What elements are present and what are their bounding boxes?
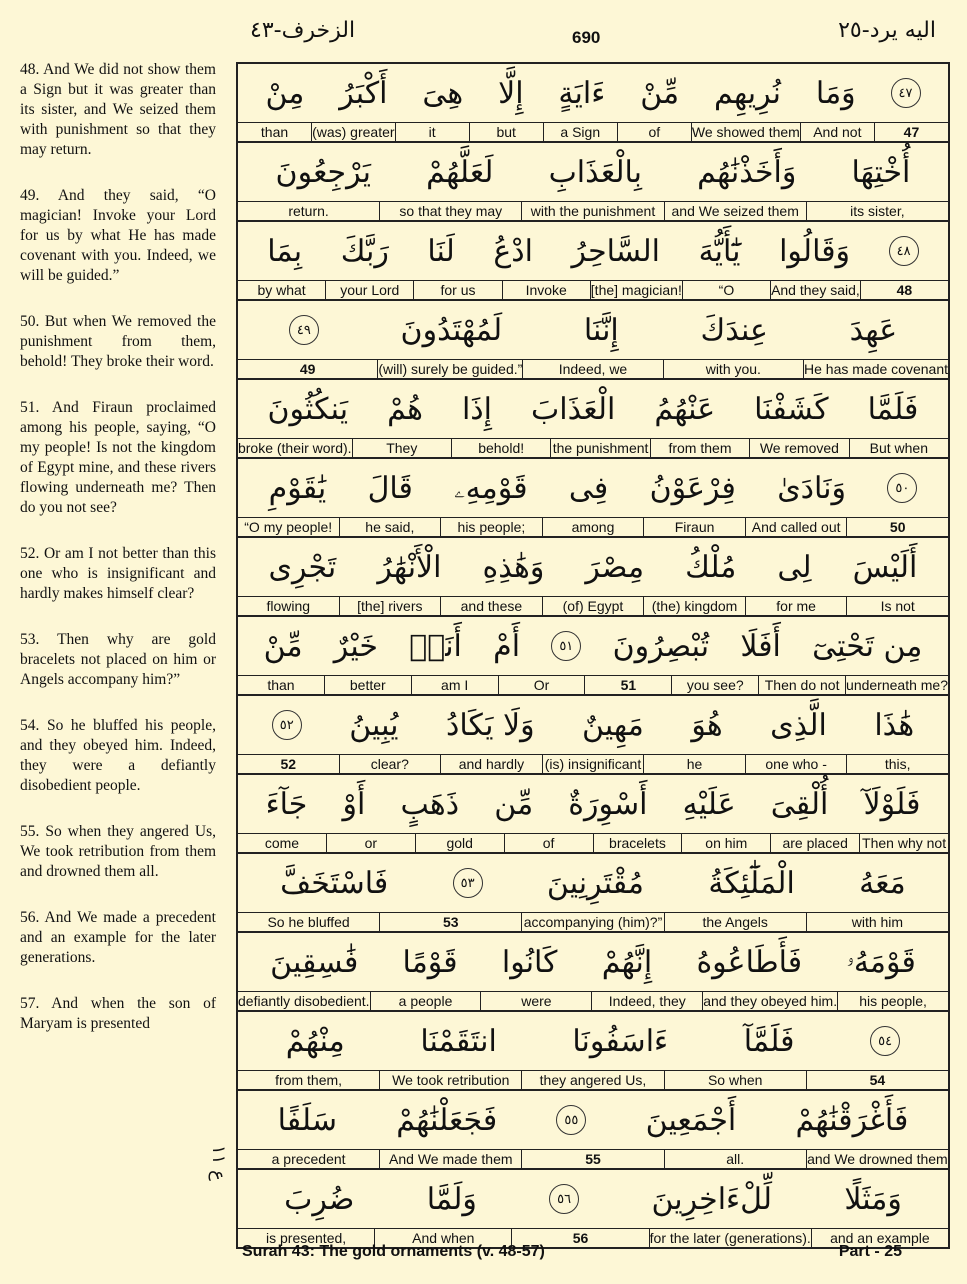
arabic-word: أُلْقِىَ: [770, 786, 829, 822]
gloss-cell: on him: [681, 834, 770, 852]
translation-verse: 56. And We made a precedent and an example for the later generations.: [20, 909, 216, 966]
english-gloss-line: [238, 991, 948, 1010]
arabic-word: هُمْ: [387, 391, 423, 427]
gloss-cell: We showed them: [691, 124, 800, 140]
gloss-cell: his people;: [440, 518, 542, 536]
gloss-cell: behold!: [451, 439, 550, 457]
arabic-word: مُقْتَرِنِينَ: [546, 865, 644, 901]
translation-column: [20, 60, 216, 1034]
arabic-word: فَجَعَلْنَٰهُمْ: [396, 1102, 498, 1138]
verse-number: 48: [860, 281, 948, 299]
translation-verse: 53. Then why are gold bracelets not placed on him or Angels accompany him?”: [20, 631, 216, 688]
verse-number: 56: [511, 1229, 648, 1247]
gloss-cell: And they said,: [771, 282, 860, 298]
arabic-word: أَفَلَا: [740, 628, 781, 664]
gloss-cell: by what: [257, 282, 306, 298]
arabic-word: وَنَادَىٰ: [777, 470, 847, 506]
verse-marker: ٤٧: [891, 78, 921, 108]
verse-marker: ٥٢: [272, 710, 302, 740]
gloss-cell: (the) kingdom: [643, 597, 745, 615]
arabic-word: فَلَمَّا: [867, 391, 919, 427]
verse-row: [238, 380, 948, 459]
gloss-cell: his people,: [837, 992, 948, 1010]
gloss-cell: am I: [411, 676, 498, 694]
english-gloss-line: [238, 833, 948, 852]
gloss-cell: (was) greater: [312, 124, 395, 140]
gloss-cell: Invoke: [502, 281, 590, 299]
gloss-cell: accompanying (him)?”: [521, 913, 663, 931]
arabic-word: نُرِيهِم: [713, 75, 782, 111]
gloss-cell: And not: [800, 123, 874, 141]
english-gloss-line: [238, 675, 948, 694]
english-gloss-line: [238, 201, 948, 220]
gloss-cell: for the later (generations).: [649, 1230, 811, 1246]
gloss-cell: so that they may: [379, 202, 521, 220]
gloss-cell: flowing: [266, 598, 311, 614]
arabic-word: مِّن: [494, 786, 534, 822]
arabic-word: مِّنْ: [263, 628, 303, 664]
arabic-word: يُبِينُ: [349, 707, 399, 743]
arabic-word: انتَقَمْنَا: [420, 1023, 497, 1059]
gloss-cell: (of) Egypt: [542, 597, 644, 615]
gloss-cell: and an example: [811, 1229, 948, 1247]
translation-verse: 49. And they said, “O magician! Invoke your Lord for us by what He has made covenant with you. Indeed, we will be guided.”: [20, 187, 216, 284]
gloss-cell: bracelets: [593, 834, 682, 852]
gloss-cell: your Lord: [325, 281, 413, 299]
gloss-cell: but: [469, 123, 543, 141]
arabic-word: مِصْرَ: [585, 549, 645, 585]
gloss-cell: from them,: [275, 1072, 343, 1088]
arabic-word: مِن تَحْتِىٓ: [812, 628, 923, 664]
gloss-cell: the Angels: [664, 913, 806, 931]
arabic-word: كَشَفْنَا: [754, 391, 829, 427]
arabic-word: يَرْجِعُونَ: [275, 154, 371, 190]
arabic-word: وَلَمَّا: [426, 1181, 477, 1217]
verse-row: [238, 1091, 948, 1170]
arabic-word: إِلَّا: [498, 75, 524, 111]
verse-marker: ٥٥: [556, 1105, 586, 1135]
page-header: [236, 18, 948, 58]
gloss-cell: And We made them: [379, 1150, 521, 1168]
gloss-cell: But when: [849, 439, 948, 457]
arabic-word: لِّلْءَاخِرِينَ: [651, 1181, 773, 1217]
verse-number: 47: [874, 123, 948, 141]
verse-number: 49: [299, 361, 316, 377]
arabic-line: [238, 933, 948, 991]
arabic-word: فَأَغْرَقْنَٰهُمْ: [795, 1102, 909, 1138]
arabic-word: لِى: [777, 549, 812, 585]
arabic-word: إِذَا: [461, 391, 492, 427]
arabic-word: أَمْ: [493, 628, 521, 664]
verse-number: 52: [280, 756, 297, 772]
arabic-line: [238, 459, 948, 517]
arabic-word: يَٰقَوْمِ: [268, 470, 327, 506]
arabic-word: أَجْمَعِينَ: [645, 1102, 737, 1138]
gloss-cell: the punishment: [550, 439, 649, 457]
gloss-cell: all.: [664, 1150, 806, 1168]
arabic-word: يَٰٓأَيُّهَ: [698, 233, 741, 269]
gloss-cell: So he bluffed: [267, 914, 350, 930]
gloss-cell: for me: [745, 597, 847, 615]
gloss-cell: and We drowned them: [807, 1151, 948, 1167]
part-label: Part - 25: [838, 1243, 902, 1260]
gloss-cell: Then why not: [859, 834, 948, 852]
arabic-line: [238, 64, 948, 122]
arabic-word: إِنَّهُمْ: [601, 944, 653, 980]
arabic-word: قَوْمًا: [402, 944, 458, 980]
arabic-word: تُبْصِرُونَ: [612, 628, 710, 664]
translation-verse: 54. So he bluffed his people, and they obeyed him. Indeed, they were a defiantly disobedient people.: [20, 717, 216, 794]
translation-verse: 51. And Firaun proclaimed among his people, saying, “O my people! Is not the kingdom of Egypt mine, and these rivers flowing underneath me? Then do you not see?: [20, 399, 216, 516]
arabic-line: [238, 775, 948, 833]
gloss-cell: than: [260, 124, 289, 140]
arabic-word: قَوْمِهِۦ: [454, 470, 528, 506]
arabic-word: وَهَٰذِهِ: [482, 549, 545, 585]
arabic-line: [238, 143, 948, 201]
gloss-cell: than: [267, 677, 295, 693]
arabic-word: يَنكُثُونَ: [267, 391, 349, 427]
verse-number: 55: [521, 1150, 663, 1168]
gloss-cell: Indeed, we: [522, 360, 662, 378]
arabic-word: أَنَا۠: [409, 628, 462, 664]
arabic-word: فَلَمَّآ: [743, 1023, 795, 1059]
gloss-cell: [the] magician!: [590, 282, 682, 298]
gloss-cell: its sister,: [806, 202, 948, 220]
gloss-cell: We removed: [749, 439, 848, 457]
arabic-word: لَنَا: [427, 233, 455, 269]
translation-verse: 52. Or am I not better than this one who is insignificant and hardly makes himself clear?: [20, 545, 216, 602]
gloss-cell: he said,: [339, 518, 441, 536]
gloss-cell: with the punishment: [521, 202, 663, 220]
translation-verse: 55. So when they angered Us, We took retribution from them and drowned them all.: [20, 823, 216, 880]
arabic-line: [238, 854, 948, 912]
arabic-word: أَلَيْسَ: [852, 549, 918, 585]
arabic-word: هُوَ: [691, 707, 723, 743]
arabic-word: سَلَفًا: [277, 1102, 337, 1138]
arabic-word: هَٰذَا: [874, 707, 915, 743]
gloss-cell: a precedent: [271, 1151, 346, 1167]
verse-row: [238, 538, 948, 617]
english-gloss-line: [238, 359, 948, 378]
page-footer: [236, 1243, 946, 1263]
gloss-cell: Or: [498, 676, 585, 694]
verse-row: [238, 64, 948, 143]
surah-name-arabic: الزخرف-٤٣: [250, 18, 356, 43]
arabic-word: فَٰسِقِينَ: [270, 944, 359, 980]
arabic-word: فِى: [568, 470, 609, 506]
arabic-word: مَهِينٌ: [582, 707, 644, 743]
gloss-cell: [the] rivers: [339, 597, 441, 615]
verse-row: [238, 854, 948, 933]
arabic-word: قَالَ: [367, 470, 413, 506]
gloss-cell: We took retribution: [379, 1071, 521, 1089]
verse-marker: ٥١: [551, 631, 581, 661]
gloss-cell: a people: [370, 992, 481, 1010]
arabic-word: إِنَّنَا: [583, 312, 619, 348]
arabic-word: لَعَلَّهُمْ: [426, 154, 494, 190]
arabic-line: [238, 1091, 948, 1149]
gloss-cell: and We seized them: [664, 202, 806, 220]
translation-verse: 57. And when the son of Maryam is presented: [20, 995, 216, 1032]
gloss-cell: with you.: [663, 360, 803, 378]
gloss-cell: were: [480, 992, 591, 1010]
gloss-cell: of: [617, 123, 691, 141]
verse-marker: ٥٤: [870, 1026, 900, 1056]
gloss-cell: this,: [846, 755, 948, 773]
english-gloss-line: [238, 438, 948, 457]
arabic-word: فِرْعَوْنُ: [649, 470, 736, 506]
arabic-word: الْأَنْهَٰرُ: [377, 549, 442, 585]
gloss-cell: gold: [415, 834, 504, 852]
gloss-cell: broke (their word).: [237, 440, 352, 456]
page-number: 690: [572, 28, 601, 47]
arabic-word: عَنْهُمُ: [654, 391, 716, 427]
arabic-word: مَعَهُ: [859, 865, 906, 901]
arabic-word: رَبَّكَ: [340, 233, 389, 269]
verse-row: [238, 143, 948, 222]
gloss-cell: And when: [374, 1229, 511, 1247]
arabic-word: بِالْعَذَابِ: [548, 154, 642, 190]
arabic-word: وَقَالُوا: [779, 233, 851, 269]
gloss-cell: or: [326, 834, 415, 852]
arabic-word: أَسْوِرَةٌ: [568, 786, 648, 822]
arabic-word: الْمَلَٰٓئِكَةُ: [708, 865, 795, 901]
juz-name-arabic: اليه يرد-٢٥: [838, 18, 936, 43]
arabic-word: مِنْ: [265, 75, 305, 111]
gloss-cell: better: [324, 676, 411, 694]
gloss-cell: come: [264, 835, 300, 851]
gloss-cell: return.: [288, 203, 329, 219]
arabic-word: عِندَكَ: [700, 312, 768, 348]
verse-number: 50: [846, 518, 948, 536]
translation-verse: 48. And We did not show them a Sign but it was greater than its sister, and We seized them with punishment so that they may return.: [20, 61, 216, 158]
verse-marker: ٥٠: [887, 473, 917, 503]
arabic-line: [238, 222, 948, 280]
arabic-word: ادْعُ: [493, 233, 533, 269]
arabic-word: عَلَيْهِ: [682, 786, 736, 822]
gloss-cell: you see?: [671, 676, 758, 694]
gloss-cell: and these: [440, 597, 542, 615]
gloss-cell: is presented,: [266, 1230, 347, 1246]
verse-marker: ٥٣: [453, 868, 483, 898]
arabic-word: أُخْتِهَا: [851, 154, 911, 190]
arabic-word: عَهِدَ: [849, 312, 898, 348]
arabic-word: وَلَا يَكَادُ: [446, 707, 535, 743]
arabic-word: فَلَوْلَآ: [863, 786, 921, 822]
gloss-cell: are placed: [770, 834, 859, 852]
gloss-cell: defiantly disobedient.: [238, 993, 370, 1009]
arabic-word: مِنْهُمْ: [285, 1023, 345, 1059]
gloss-cell: one who -: [745, 755, 847, 773]
arabic-word: مِّنْ: [640, 75, 680, 111]
arabic-word: السَّاحِرُ: [571, 233, 660, 269]
verse-marker: ٤٩: [289, 315, 319, 345]
verse-marker: ٤٨: [889, 236, 919, 266]
arabic-word: ءَاسَفُونَا: [572, 1023, 669, 1059]
arabic-word: جَآءَ: [265, 786, 308, 822]
english-gloss-line: [238, 280, 948, 299]
verse-row: [238, 1170, 948, 1247]
english-gloss-line: [238, 1070, 948, 1089]
arabic-word: ضُرِبَ: [284, 1181, 355, 1217]
arabic-line: [238, 696, 948, 754]
verse-row: [238, 617, 948, 696]
gloss-cell: for us: [413, 281, 501, 299]
english-gloss-line: [238, 754, 948, 773]
arabic-word: ذَهَبٍ: [400, 786, 460, 822]
arabic-line: [238, 301, 948, 359]
gloss-cell: with him: [806, 913, 948, 931]
arabic-word: وَمَا: [815, 75, 856, 111]
gloss-cell: “O: [682, 281, 770, 299]
gloss-cell: Firaun: [643, 518, 745, 536]
gloss-cell: Indeed, they: [591, 992, 702, 1010]
gloss-cell: (will) surely be guided.”: [378, 361, 523, 377]
gloss-cell: (is) insignificant: [542, 755, 644, 773]
verse-row: [238, 222, 948, 301]
english-gloss-line: [238, 912, 948, 931]
english-gloss-line: [238, 1149, 948, 1168]
verse-number: 51: [584, 676, 671, 694]
arabic-line: [238, 538, 948, 596]
arabic-word: خَيْرٌ: [333, 628, 378, 664]
arabic-word: فَاسْتَخَفَّ: [280, 865, 389, 901]
gloss-cell: “O my people!: [244, 519, 333, 535]
arabic-word: تَجْرِى: [268, 549, 337, 585]
gloss-cell: it: [395, 123, 469, 141]
verse-row: [238, 933, 948, 1012]
arabic-word: مُلْكُ: [685, 549, 737, 585]
arabic-line: [238, 1012, 948, 1070]
gloss-cell: underneath me?: [846, 677, 948, 693]
english-gloss-line: [238, 596, 948, 615]
arabic-word: فَأَطَاعُوهُ: [696, 944, 803, 980]
gloss-cell: from them: [650, 439, 749, 457]
arabic-word: كَانُوا: [501, 944, 558, 980]
gloss-cell: of: [504, 834, 593, 852]
arabic-line: [238, 617, 948, 675]
verse-row: [238, 1012, 948, 1091]
arabic-word: أَكْبَرُ: [339, 75, 388, 111]
arabic-word: الَّذِى: [770, 707, 827, 743]
gloss-cell: Is not: [846, 597, 948, 615]
verse-row: [238, 775, 948, 854]
gloss-cell: He has made covenant: [804, 361, 948, 377]
ruku-mark: ع ١١: [208, 1145, 229, 1181]
verse-number: 54: [806, 1071, 948, 1089]
arabic-line: [238, 380, 948, 438]
gloss-cell: and they obeyed him.: [703, 993, 838, 1009]
arabic-word: لَمُهْتَدُونَ: [400, 312, 503, 348]
translation-verse: 50. But when We removed the punishment from them, behold! They broke their word.: [20, 313, 216, 370]
verse-row: [238, 301, 948, 380]
verse-row: [238, 459, 948, 538]
surah-title: Surah 43: The gold ornaments (v. 48-57): [242, 1243, 545, 1260]
gloss-cell: clear?: [339, 755, 441, 773]
arabic-word: قَوْمَهُۥ: [846, 944, 916, 980]
arabic-word: أَوْ: [342, 786, 366, 822]
gloss-cell: a Sign: [543, 123, 617, 141]
arabic-word: بِمَا: [267, 233, 303, 269]
gloss-cell: Then do not: [758, 676, 845, 694]
gloss-cell: and hardly: [440, 755, 542, 773]
word-by-word-grid: [236, 62, 950, 1249]
english-gloss-line: [238, 122, 948, 141]
gloss-cell: They: [352, 439, 451, 457]
arabic-word: وَأَخَذْنَٰهُم: [697, 154, 797, 190]
arabic-word: ءَايَةٍ: [558, 75, 606, 111]
gloss-cell: And called out: [745, 518, 847, 536]
gloss-cell: they angered Us,: [521, 1071, 663, 1089]
english-gloss-line: [238, 517, 948, 536]
arabic-word: الْعَذَابَ: [531, 391, 616, 427]
gloss-cell: So when: [664, 1071, 806, 1089]
gloss-cell: among: [542, 518, 644, 536]
arabic-word: هِىَ: [422, 75, 464, 111]
verse-number: 53: [379, 913, 521, 931]
verse-row: [238, 696, 948, 775]
arabic-line: [238, 1170, 948, 1228]
arabic-word: وَمَثَلًا: [844, 1181, 902, 1217]
verse-marker: ٥٦: [549, 1184, 579, 1214]
gloss-cell: he: [643, 755, 745, 773]
